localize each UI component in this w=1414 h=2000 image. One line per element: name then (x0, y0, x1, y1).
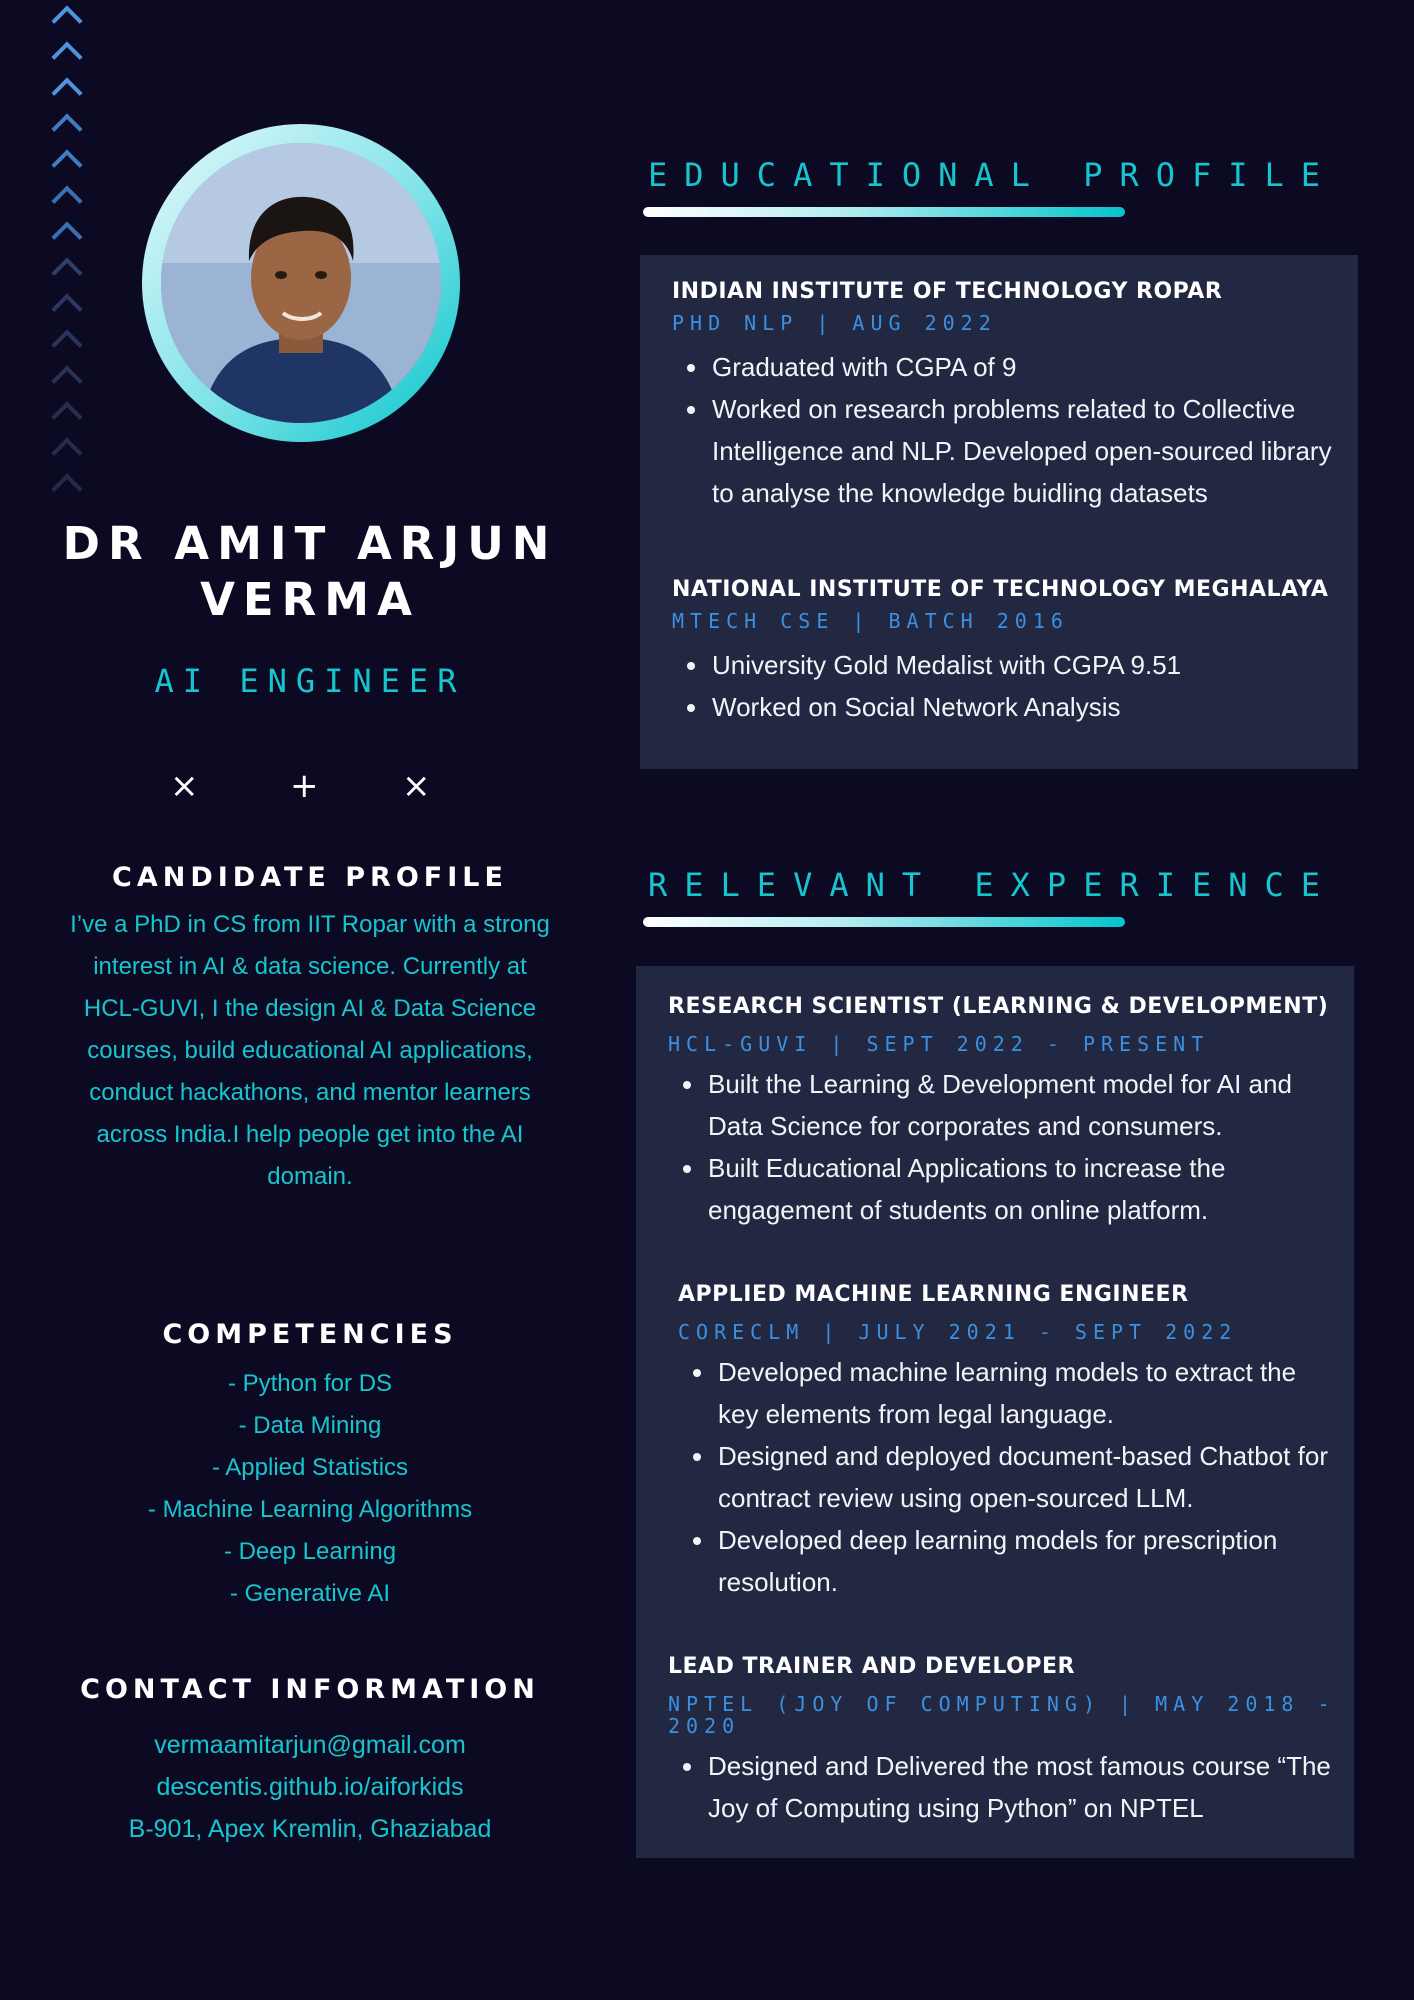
experience-entry (668, 1654, 1338, 1829)
education-entry (672, 279, 1338, 514)
competencies-list (40, 1363, 580, 1615)
profile-photo (161, 143, 441, 423)
experience-role: APPLIED MACHINE LEARNING ENGINEER (678, 1282, 1189, 1307)
decorative-symbols (160, 766, 460, 806)
educational-profile-underline (643, 207, 1125, 217)
education-entry (672, 577, 1338, 728)
chevron-up-icon (51, 401, 82, 432)
experience-role: LEAD TRAINER AND DEVELOPER (668, 1654, 1075, 1679)
chevron-up-icon (51, 185, 82, 216)
chevron-up-icon (51, 257, 82, 288)
chevron-up-icon (51, 473, 82, 504)
contact-website[interactable]: descentis.github.io/aiforkids (156, 1773, 464, 1801)
chevron-up-icon (51, 113, 82, 144)
experience-bullets (668, 1063, 1338, 1231)
education-card (640, 255, 1358, 769)
experience-company-date: NPTEL (JOY OF COMPUTING) | MAY 2018 - 2020 (668, 1692, 1336, 1738)
close-icon: × (402, 766, 431, 806)
chevron-up-icon (51, 329, 82, 360)
contact-email[interactable]: vermaamitarjun@gmail.com (154, 1731, 466, 1759)
competency-item: - Data Mining (238, 1412, 382, 1439)
bullet-item: • Developed machine learning models to extract the key elements from legal language. (716, 1351, 1338, 1435)
education-degree-date: PHD NLP | AUG 2022 (672, 311, 997, 335)
bullet-item: • Built the Learning & Development model for AI and Data Science for corporates and consumers. (706, 1063, 1338, 1147)
competency-item: - Applied Statistics (211, 1454, 409, 1481)
competency-item: - Generative AI (229, 1580, 391, 1607)
chevron-up-icon (51, 293, 82, 324)
chevron-up-icon (51, 221, 82, 252)
bullet-item: • Worked on research problems related to Collective Intelligence and NLP. Developed open-sourced library to analyse the knowledge buidling datasets (710, 388, 1338, 514)
bullet-item: • Designed and deployed document-based Chatbot for contract review using open-sourced LLM. (716, 1435, 1338, 1519)
chevron-up-icon (51, 41, 82, 72)
relevant-experience-underline (643, 917, 1125, 927)
bullet-item: • University Gold Medalist with CGPA 9.51 (710, 644, 1338, 686)
competency-item: - Deep Learning (223, 1538, 397, 1565)
person-portrait-icon (161, 143, 441, 423)
experience-bullets (678, 1351, 1338, 1603)
candidate-name (40, 516, 580, 628)
chevron-up-icon (51, 5, 82, 36)
competency-item: - Python for DS (227, 1370, 393, 1397)
education-institution: INDIAN INSTITUTE OF TECHNOLOGY ROPAR (672, 279, 1223, 304)
education-bullets (672, 644, 1338, 728)
education-institution: NATIONAL INSTITUTE OF TECHNOLOGY MEGHALAYA (672, 577, 1329, 602)
plus-icon: + (290, 766, 319, 806)
close-icon: × (170, 766, 199, 806)
chevron-up-icon (51, 77, 82, 108)
educational-profile-title: EDUCATIONAL PROFILE (648, 156, 1338, 194)
bullet-item: • Developed deep learning models for prescription resolution. (716, 1519, 1338, 1603)
bullet-item: • Built Educational Applications to increase the engagement of students on online platform. (706, 1147, 1338, 1231)
bullet-item: • Graduated with CGPA of 9 (710, 346, 1338, 388)
education-degree-date: MTECH CSE | BATCH 2016 (672, 609, 1069, 633)
candidate-profile-title: CANDIDATE PROFILE (112, 862, 508, 893)
chevron-up-icon (51, 365, 82, 396)
candidate-name-line-1: DR AMIT ARJUN (62, 517, 558, 570)
candidate-role: AI ENGINEER (154, 662, 466, 700)
bullet-item: • Worked on Social Network Analysis (710, 686, 1338, 728)
chevron-up-icon (51, 437, 82, 468)
experience-card (636, 966, 1354, 1858)
candidate-name-line-2: VERMA (200, 573, 420, 626)
experience-entry (668, 994, 1338, 1231)
experience-role: RESEARCH SCIENTIST (LEARNING & DEVELOPMENT) (668, 994, 1329, 1019)
competencies-title: COMPETENCIES (162, 1319, 458, 1350)
experience-company-date: HCL-GUVI | SEPT 2022 - PRESENT (668, 1032, 1210, 1056)
competency-item: - Machine Learning Algorithms (147, 1496, 473, 1523)
contact-information-title: CONTACT INFORMATION (80, 1674, 540, 1705)
relevant-experience-title: RELEVANT EXPERIENCE (648, 866, 1338, 904)
experience-entry (678, 1282, 1338, 1603)
bullet-item: • Designed and Delivered the most famous course “The Joy of Computing using Python” on NPTEL (706, 1745, 1338, 1829)
contact-information (40, 1724, 580, 1850)
experience-company-date: CORECLM | JULY 2021 - SEPT 2022 (678, 1320, 1238, 1344)
contact-address: B-901, Apex Kremlin, Ghaziabad (128, 1815, 492, 1843)
chevron-up-icon (51, 149, 82, 180)
education-bullets (672, 346, 1338, 514)
candidate-profile-text: I’ve a PhD in CS from IIT Ropar with a strong interest in AI & data science. Currently at HCL-GUVI, I the design AI & Data Science courses, build educational AI applications, conduct hackathons, and mentor learners across India.I help people get into the AI domain. (70, 911, 550, 1190)
profile-photo-ring (142, 124, 460, 442)
experience-bullets (668, 1745, 1338, 1829)
